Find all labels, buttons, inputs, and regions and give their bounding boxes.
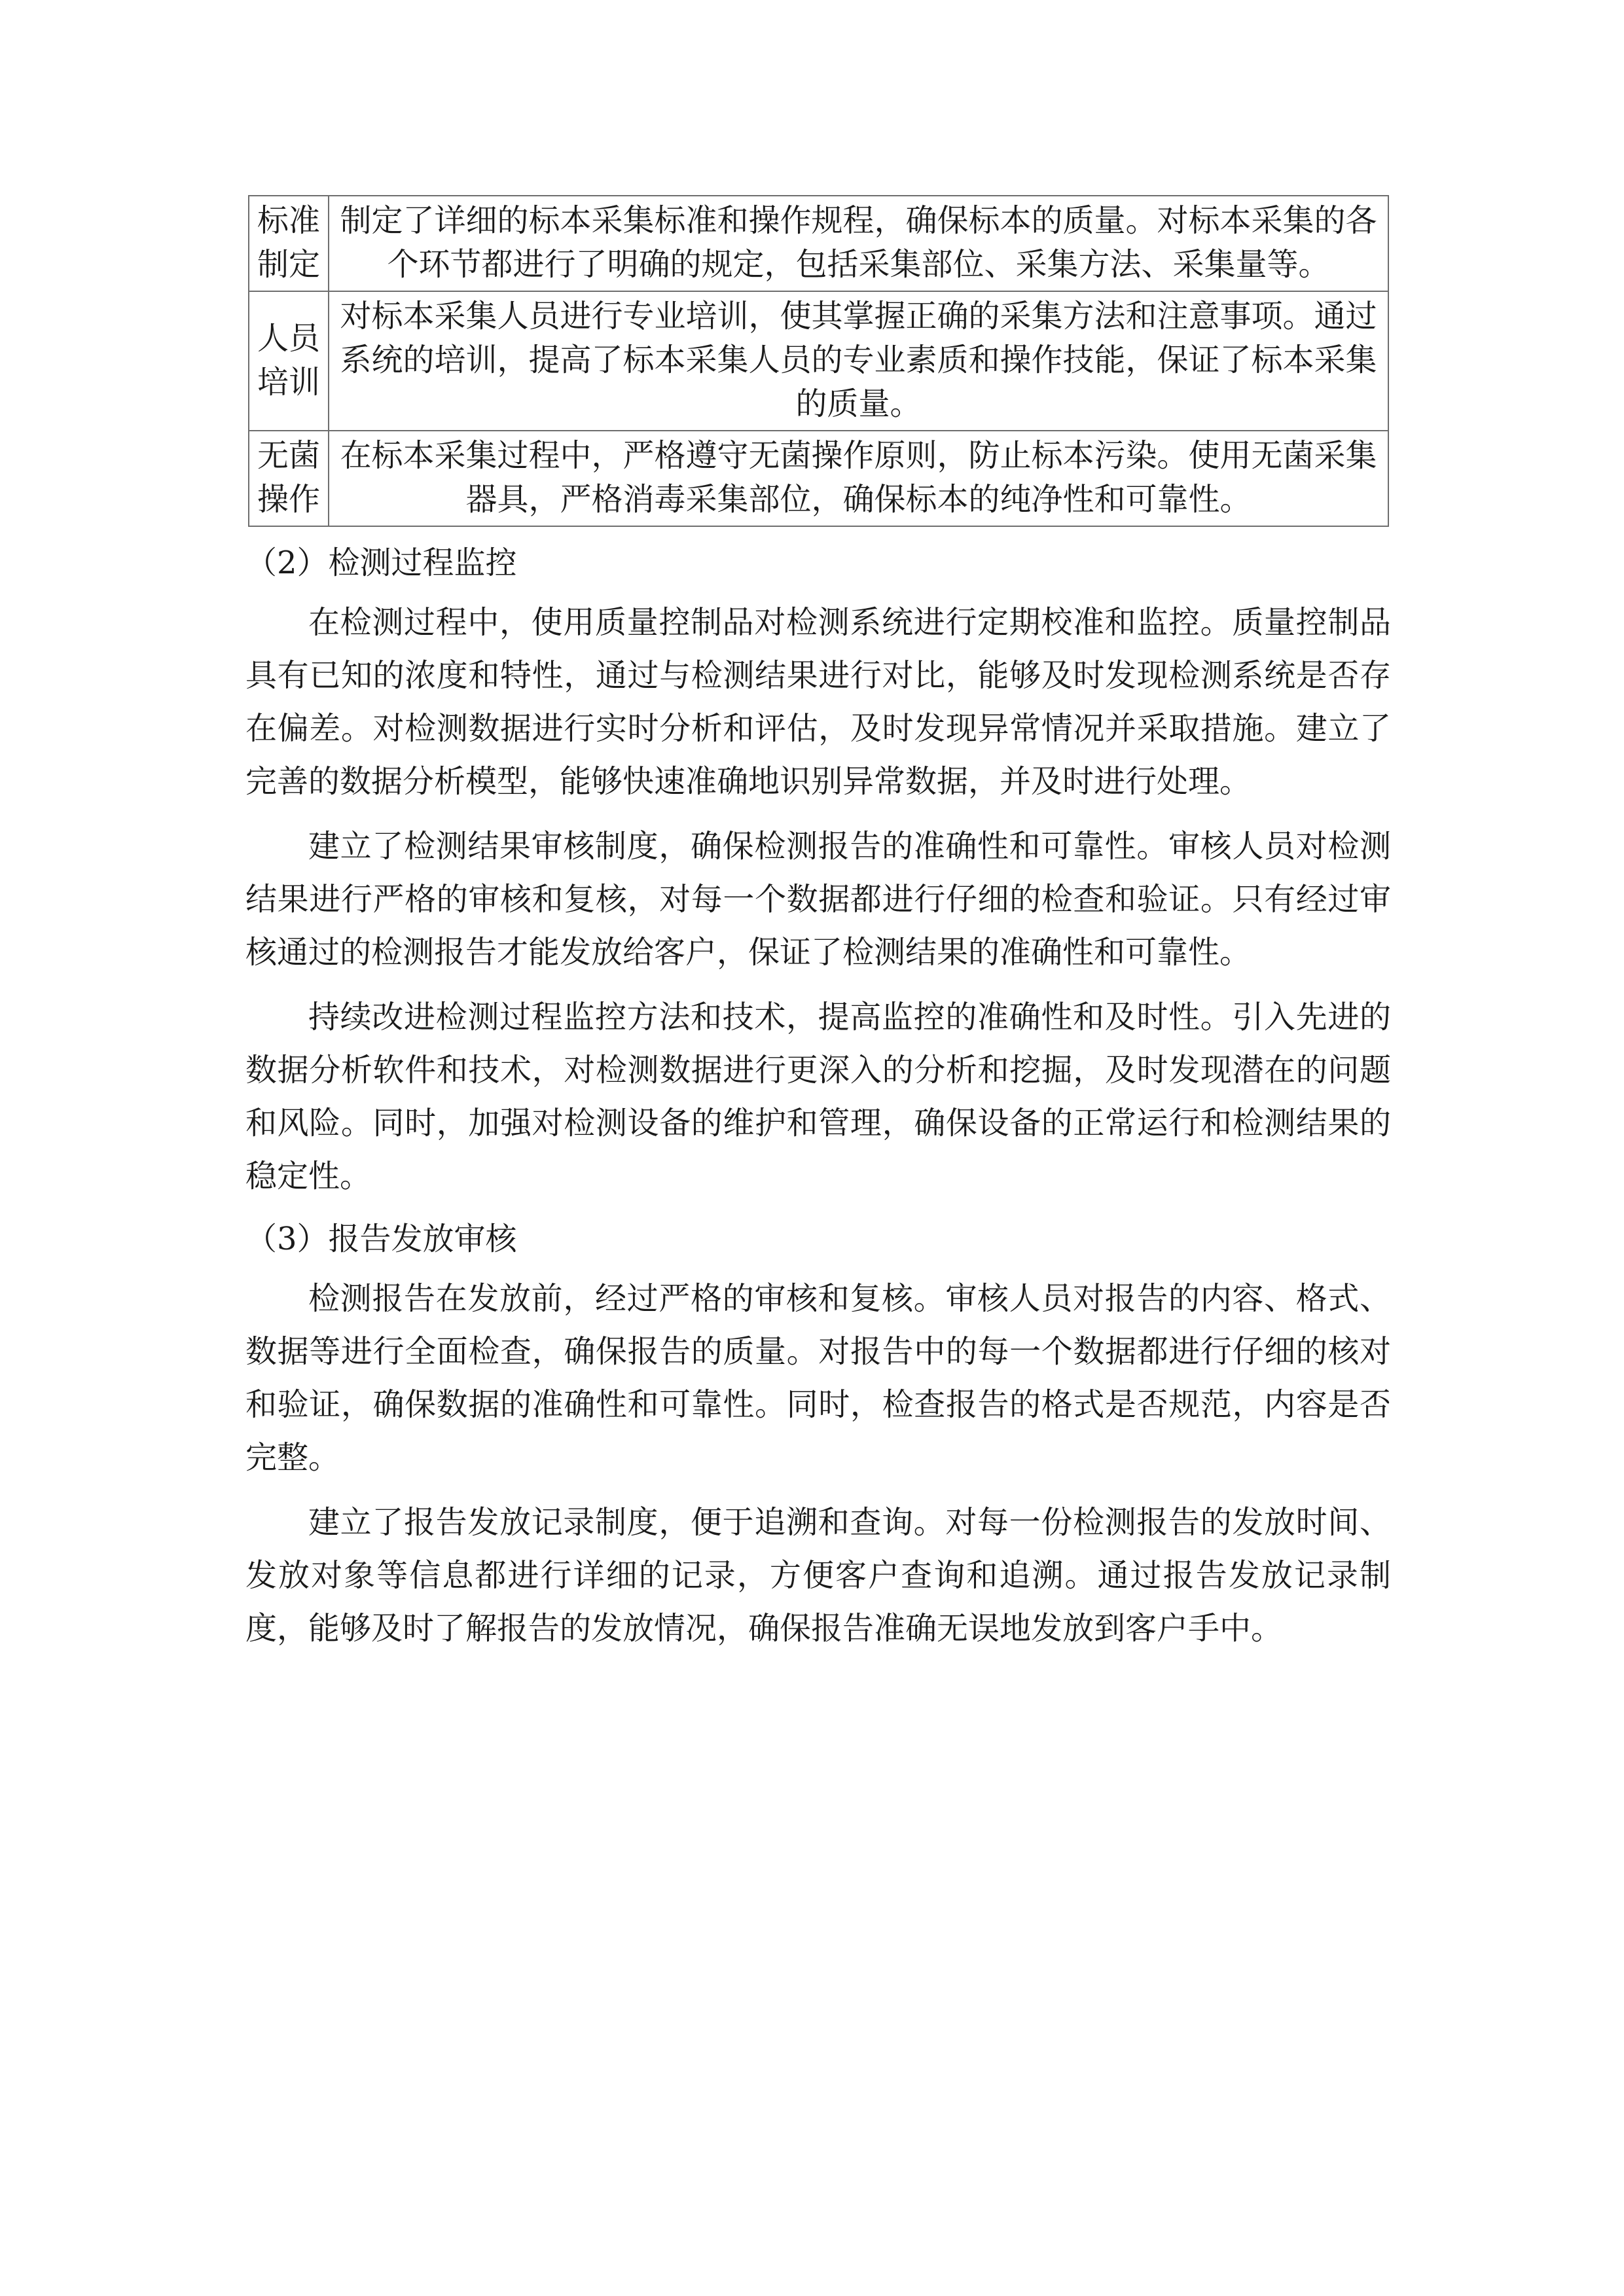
section-heading-detection-monitoring: （2）检测过程监控 [245,545,517,581]
table-row-label: 人员培训 [249,291,329,431]
table-row [249,196,1388,291]
table-row-description: 对标本采集人员进行专业培训，使其掌握正确的采集方法和注意事项。通过系统的培训，提高了标本采集人员的专业素质和操作技能，保证了标本采集的质量。 [329,291,1388,431]
paragraph: 建立了报告发放记录制度，便于追溯和查询。对每一份检测报告的发放时间、发放对象等信息都进行详细的记录，方便客户查询和追溯。通过报告发放记录制度，能够及时了解报告的发放情况，确保报告准确无误地发放到客户手中。 [245,1504,1391,1647]
paragraph: 持续改进检测过程监控方法和技术，提高监控的准确性和及时性。引入先进的数据分析软件和技术，对检测数据进行更深入的分析和挖掘，及时发现潜在的问题和风险。同时，加强对检测设备的维护和管理，确保设备的正常运行和检测结果的稳定性。 [245,999,1391,1194]
table-row-description: 制定了详细的标本采集标准和操作规程，确保标本的质量。对标本采集的各个环节都进行了明确的规定，包括采集部位、采集方法、采集量等。 [329,196,1388,291]
document-page [245,195,1391,1655]
table-row [249,291,1388,431]
paragraph: 建立了检测结果审核制度，确保检测报告的准确性和可靠性。审核人员对检测结果进行严格的审核和复核，对每一个数据都进行仔细的检查和验证。只有经过审核通过的检测报告才能发放给客户，保证了检测结果的准确性和可靠性。 [245,828,1391,971]
paragraph: 在检测过程中，使用质量控制品对检测系统进行定期校准和监控。质量控制品具有已知的浓度和特性，通过与检测结果进行对比，能够及时发现检测系统是否存在偏差。对检测数据进行实时分析和评估，及时发现异常情况并采取措施。建立了完善的数据分析模型，能够快速准确地识别异常数据，并及时进行处理。 [245,604,1391,800]
section-heading-report-review: （3）报告发放审核 [245,1221,517,1257]
table-row-label: 无菌操作 [249,431,329,526]
table-row-label: 标准制定 [249,196,329,291]
paragraph: 检测报告在发放前，经过严格的审核和复核。审核人员对报告的内容、格式、数据等进行全面检查，确保报告的质量。对报告中的每一个数据都进行仔细的核对和验证，确保数据的准确性和可靠性。同时，检查报告的格式是否规范，内容是否完整。 [245,1280,1391,1476]
table-row [249,431,1388,526]
table-row-description: 在标本采集过程中，严格遵守无菌操作原则，防止标本污染。使用无菌采集器具，严格消毒采集部位，确保标本的纯净性和可靠性。 [329,431,1388,526]
specimen-collection-table [248,195,1389,527]
